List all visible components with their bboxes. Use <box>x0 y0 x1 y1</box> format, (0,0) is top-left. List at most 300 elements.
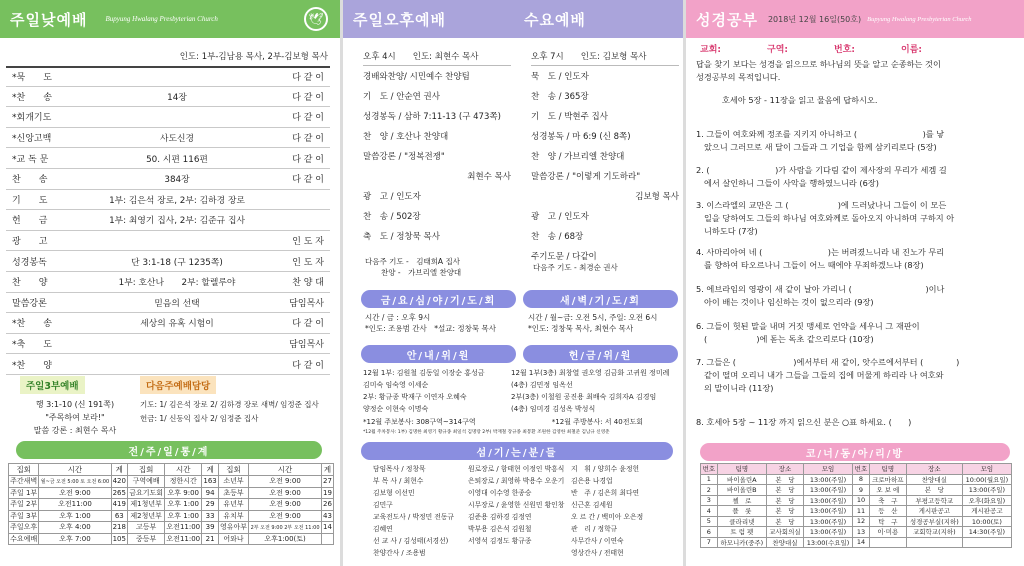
club-cell: 3 <box>701 495 718 506</box>
friday-prayer-line: *인도: 조용범 간사 *설교: 정창묵 목사 <box>365 324 497 333</box>
club-cell: 8 <box>853 474 870 485</box>
servant-line: 서영석 김정도 황규종 <box>468 537 532 545</box>
usher-line: 양정순 이현숙 이명숙 <box>363 405 429 413</box>
next-week-duty-box <box>140 376 335 426</box>
question-line: 4. 사마리아여 네 ( )는 버려졌느니라 내 진노가 무리 <box>696 247 945 257</box>
next-week-duty-line: 헌금: 1/ 신동익 집사 2/ 임정준 집사 <box>140 414 259 423</box>
club-cell: 트 럼 펫 <box>717 527 766 538</box>
club-cell: 크로마하프 <box>869 474 906 485</box>
servant-line: 은퇴장로 / 최영하 박용수 오운기 <box>468 477 565 485</box>
stat-cell: 영유아부 <box>220 523 248 532</box>
order-item-label: 말씀강론 <box>12 298 47 309</box>
stat-cell: 오전 9:00 <box>39 487 111 499</box>
stat-cell: 419 <box>112 500 126 509</box>
order-line: 말씀강론 / "정복전쟁" <box>363 152 445 162</box>
kitchen-duty: *12월 주방봉사: 서 40전도회 <box>551 418 643 426</box>
question-line: 에서 살인하니 그들이 사악을 행하였느니라 (6장) <box>704 178 879 188</box>
answer-form <box>700 42 922 55</box>
afternoon-next-line: 다음주 기도 - 김태희A 집사 <box>365 257 460 266</box>
question-item <box>696 246 1016 272</box>
order-item-leader: 담임목사 <box>289 340 324 351</box>
order-item-detail: 1부: 최영기 집사, 2부: 김준규 집사 <box>109 216 245 227</box>
afternoon-wednesday-header <box>343 0 683 38</box>
worship-order-row <box>6 190 330 211</box>
club-cell: 게시판공고 <box>962 506 1011 517</box>
club-row <box>701 485 1012 496</box>
club-cell: 플 룻 <box>717 506 766 517</box>
stat-cell: 오전 9:00 <box>249 476 322 488</box>
worship-order-row <box>6 272 330 293</box>
servant-line: 이영대 이수영 한종승 <box>468 489 532 497</box>
stat-row <box>9 510 334 522</box>
servant-line: 영상간사 / 전태현 <box>571 549 624 557</box>
order-item-detail: 단 3:1-18 (구 1235쪽) <box>131 257 223 268</box>
club-cell: 교회학교(지하) <box>906 527 962 538</box>
afternoon-worship-title: 주일오후예배 <box>353 10 446 29</box>
club-cell: 11 <box>853 506 870 517</box>
order-line: 말씀강론 / "이렇게 기도하라" <box>531 172 641 182</box>
order-item-leader: 다 같 이 <box>292 175 324 186</box>
order-item-label: 찬 송 <box>12 175 48 186</box>
club-header: 팀명 <box>869 464 906 475</box>
question-line: ( )에 돋는 독초 같으리로다 (10장) <box>704 334 874 344</box>
club-cell: 1 <box>701 474 718 485</box>
order-line: 최현수 목사 <box>467 172 511 182</box>
dawn-prayer-info <box>528 312 657 334</box>
servant-line: 담임목사 / 정창묵 <box>373 465 426 473</box>
order-item-label: *찬 송 <box>12 92 52 103</box>
order-item-leader: 다 같 이 <box>292 154 324 165</box>
stat-cell: 163 <box>203 477 217 486</box>
usher-line: 김미숙 임숙영 이세순 <box>363 381 429 389</box>
question-line: 5. 에브라임의 영광이 새 같이 날아 가리니 ( )이나 <box>696 284 945 294</box>
offering-line: 2부(3층) 이철원 공진용 최배숙 김희자A 김경임 <box>511 393 657 401</box>
stat-cell: 주일 2부 <box>10 500 38 509</box>
club-cell: 오 보 에 <box>869 485 906 496</box>
order-item-detail: 세상의 유혹 시험이 <box>140 319 214 330</box>
stat-cell: 오전 9:00 <box>249 487 322 499</box>
order-item-detail: 14장 <box>167 92 187 103</box>
club-cell: 10:00(월요일) <box>962 474 1011 485</box>
stat-cell: 초등부 <box>218 487 248 499</box>
order-item-leader: 다 같 이 <box>292 134 324 145</box>
stat-cell: 420 <box>112 477 126 486</box>
servant-line: 선 교 사 / 김성태(서경선) <box>373 537 449 545</box>
dawn-prayer-line: 시간 / 월~금: 오전 5시, 주일: 오전 6시 <box>528 313 658 322</box>
order-item-detail: 384장 <box>164 175 190 186</box>
club-cell: 하모니카(중주) <box>717 537 766 548</box>
wednesday-next-week: 다음주 기도 - 최경순 권사 <box>533 263 618 272</box>
order-line: 기 도 / 박현주 집사 <box>531 112 608 122</box>
offering-line: (4층) 임미경 김성옥 박성식 <box>511 405 596 413</box>
order-item-label: *찬 양 <box>12 360 52 371</box>
worship-order-row <box>6 169 330 190</box>
stat-header: 계 <box>202 464 219 476</box>
stat-header: 집회 <box>9 464 39 476</box>
order-item-detail: 믿음의 선택 <box>154 298 200 309</box>
servant-line: 김보형 이선민 <box>373 489 415 497</box>
club-cell: 본 당 <box>906 485 962 496</box>
club-cell: 7 <box>701 537 718 548</box>
order-item-label: *신앙고백 <box>12 134 52 145</box>
servant-line: 신근혼 김세원 <box>571 501 613 509</box>
order-line: 오후 4시 인도: 최현수 목사 <box>363 46 511 66</box>
stat-cell: 유년부 <box>218 499 248 511</box>
stat-row <box>9 476 334 488</box>
usher-line: 12월 1부: 김원철 김동일 이장순 홍성금 <box>363 369 485 377</box>
bible-study-column <box>686 0 1024 566</box>
club-cell: 13 <box>853 527 870 538</box>
servant-line: 김은용 나경업 <box>571 477 613 485</box>
stat-cell: 오전 9:00 <box>249 510 322 522</box>
question-line: 의 말이니라 (11장) <box>704 383 774 393</box>
order-line: 성경봉독 / 삼하 7:11-13 (구 473쪽) <box>363 112 501 122</box>
offering-line: 12월 1부(3층) 최창열 권오영 김금화 고귀원 정미례 <box>511 369 670 377</box>
order-item-label: 성경봉독 <box>12 257 47 268</box>
club-header: 모임 <box>962 464 1011 475</box>
club-cell: 13:00(주일) <box>803 485 852 496</box>
third-service-line: 말씀 강론 : 최현수 목사 <box>33 426 117 435</box>
offering-line: (4층) 김민정 임옥선 <box>511 381 573 389</box>
next-week-duty-title: 다음주예배담당 <box>140 376 216 394</box>
order-line: 묵 도 / 인도자 <box>531 72 589 82</box>
stat-cell: 정한시간 <box>165 476 202 488</box>
club-cell: 13:00(주일) <box>803 516 852 527</box>
stat-cell: 유치부 <box>218 510 248 522</box>
servant-line: 원로장로 / 함태현 이정인 박흥식 <box>468 465 565 473</box>
wednesday-order-list <box>531 46 679 266</box>
worship-order-row <box>6 128 330 149</box>
club-cell <box>906 537 962 548</box>
stat-cell: 오후 4:00 <box>39 522 111 534</box>
question-line: 7. 그들은 ( )에서부터 새 같이, 앗수르에서부터 ( ) <box>696 357 960 367</box>
club-row <box>701 474 1012 485</box>
parking-duty-note: *12월 주차봉사: 1부) 김명한 최영기 황규종 최일석 김명랑 2부) 박재철 장규종 최봉환 조원한 김영한 최철준 김남규 신영춘 <box>363 430 610 435</box>
stat-cell: 주간새벽 <box>10 477 38 486</box>
order-line: 찬 송 / 502장 <box>363 212 421 222</box>
club-cell: 본 당 <box>766 485 803 496</box>
stat-row <box>9 533 334 545</box>
stat-cell: 63 <box>111 510 128 522</box>
stat-cell: 105 <box>112 534 126 543</box>
question-8: 8. 호세아 5장 ~ 11장 까지 읽으신 분은 ○표 하세요. ( ) <box>696 417 912 427</box>
music-staff-list <box>571 463 681 559</box>
order-item-label: 기 도 <box>12 195 48 206</box>
question-line: 같이 떨며 오리니 내가 그들을 그들의 집에 머물게 하리라 나 여호와 <box>704 370 944 380</box>
club-cell: 탁 구 <box>869 516 906 527</box>
third-service-line: "주목하여 보라!" <box>45 413 105 422</box>
servant-line: 부 목 사 / 최현수 <box>373 477 424 485</box>
elders-list <box>468 463 578 547</box>
club-cell: 13:00(주일) <box>803 474 852 485</box>
offering-committee-list <box>511 367 683 415</box>
stat-cell: 고등부 <box>128 522 165 534</box>
stat-cell: 21 <box>202 533 219 545</box>
question-line: 2. ( )가 사람을 기다림 같이 제사장의 무리가 세겜 길 <box>696 165 947 175</box>
order-line: 찬 송 / 365장 <box>531 92 589 102</box>
club-cell: 이·미용 <box>869 527 906 538</box>
stat-cell: 94 <box>202 487 219 499</box>
form-church-label: 교회: <box>700 45 721 55</box>
club-cell: 본 당 <box>766 506 803 517</box>
order-item-leader: 다 같 이 <box>292 319 324 330</box>
club-cell: 12 <box>853 516 870 527</box>
worship-order-row <box>6 107 330 128</box>
stat-cell: 39 <box>202 522 219 534</box>
usher-line: 2부: 황규종 박재구 이연자 오혜숙 <box>363 393 467 401</box>
club-header: 장소 <box>766 464 803 475</box>
order-item-label: *축 도 <box>12 340 52 351</box>
bulletin-date: 2018년 12월 16일(50호) <box>767 14 862 24</box>
stat-cell: 오후 1:00 <box>165 499 202 511</box>
order-item-leader: 인 도 자 <box>292 237 324 248</box>
order-item-label: 헌 금 <box>12 216 48 227</box>
stat-cell: 오전11:00 <box>166 534 201 543</box>
sunday-worship-title: 주일낮예배 <box>10 10 88 29</box>
servant-line: 지 휘 / 양희수 윤정헌 <box>571 465 640 473</box>
order-item-label: 찬 양 <box>12 278 48 289</box>
dawn-prayer-title: 새/벽/기/도/회 <box>523 290 678 308</box>
stat-cell: 오후 9:00 <box>165 487 202 499</box>
stat-cell: 주일오후 <box>10 523 38 532</box>
stat-cell: 265 <box>112 488 126 497</box>
servant-line: 김준용 김하경 김정연 <box>468 513 532 521</box>
order-line: 주기도문 / 다같이 <box>531 252 597 262</box>
dawn-prayer-line: *인도: 정창묵 목사, 최현수 목사 <box>528 324 634 333</box>
offering-committee-title: 헌/금/위/원 <box>523 345 678 363</box>
servant-line: 김혜연 <box>373 525 393 533</box>
order-line: 김보형 목사 <box>635 192 679 202</box>
stat-cell: 오후 1:00 <box>165 510 202 522</box>
club-cell: 오후(화요일) <box>962 495 1011 506</box>
worship-order-row <box>6 293 330 314</box>
worship-order-row <box>6 210 330 231</box>
club-cell <box>869 537 906 548</box>
club-cell: 바이올린B <box>717 485 766 496</box>
study-instruction: 호세아 5장 - 11장을 읽고 물음에 답하시오. <box>722 95 878 105</box>
statistics-title: 전/주/일/통/계 <box>16 441 322 459</box>
stat-cell: 19 <box>322 488 332 497</box>
order-line: 축 도 / 정창묵 목사 <box>363 232 440 242</box>
club-cell: 14:30(주일) <box>962 527 1011 538</box>
order-line: 경배와찬양/ 시민예수 찬양팀 <box>363 72 470 82</box>
club-cell: 10:00(토) <box>962 516 1011 527</box>
stat-header: 시간 <box>165 464 202 476</box>
question-item <box>696 128 1016 154</box>
club-cell: 4 <box>701 506 718 517</box>
order-item-leader: 담임목사 <box>289 298 324 309</box>
club-cell: 축 구 <box>869 495 906 506</box>
stat-cell: 수요예배 <box>10 534 38 543</box>
order-line: 찬 송 / 68장 <box>531 232 584 242</box>
friday-prayer-title: 금/요/심/야/기/도/회 <box>361 290 516 308</box>
club-header: 팀명 <box>717 464 766 475</box>
stat-cell: 주일 1부 <box>10 488 38 497</box>
stat-row <box>9 522 334 534</box>
stat-cell: 14 <box>322 523 332 532</box>
club-cell: 9 <box>853 485 870 496</box>
worship-order-row <box>6 354 330 375</box>
stat-cell: 오전11:00 <box>39 499 111 511</box>
club-cell: 2 <box>701 485 718 496</box>
stat-row <box>9 487 334 499</box>
order-item-label: *교 독 문 <box>12 154 49 165</box>
question-item <box>696 199 1016 238</box>
bible-study-header <box>686 0 1024 38</box>
club-header: 모임 <box>803 464 852 475</box>
club-cell: 13:00(주일) <box>803 527 852 538</box>
form-name-label: 이름: <box>901 45 922 55</box>
club-cell: 13:00(주일) <box>803 506 852 517</box>
order-item-label: *찬 송 <box>12 319 52 330</box>
servant-line: 사무간사 / 이연숙 <box>571 537 624 545</box>
next-week-duty-line: 기도: 1/ 김은석 장로 2/ 김하경 장로 새벽/ 임정준 집사 <box>140 400 319 409</box>
club-row <box>701 506 1012 517</box>
club-cell: 10 <box>853 495 870 506</box>
servant-line: 찬양간사 / 조용범 <box>373 549 426 557</box>
third-service-line: 행 3:1-10 (신 191쪽) <box>35 400 115 409</box>
question-item <box>696 283 1016 309</box>
order-line: 오후 7시 인도: 김보형 목사 <box>531 46 679 66</box>
servant-line: 교육전도사 / 박정민 전동규 <box>373 513 454 521</box>
club-room-table <box>700 463 1012 548</box>
stat-cell: 중등부 <box>128 533 165 545</box>
club-cell: 부평고등학교 <box>906 495 962 506</box>
question-line: 1. 그들이 여호와께 정조를 지키지 아니하고 ( )를 낳 <box>696 129 945 139</box>
order-item-detail: 사도신경 <box>160 134 194 145</box>
club-cell: 찬양대실 <box>906 474 962 485</box>
third-service-box <box>20 376 130 444</box>
servant-line: 관 리 / 정학규 <box>571 525 618 533</box>
question-line: 았으니 그러므로 새 달이 그들과 그 기업을 함께 삼키리로다 (5장) <box>704 142 937 152</box>
order-item-leader: 다 같 이 <box>292 113 324 124</box>
worship-order-row <box>6 231 330 252</box>
friday-prayer-line: 시간 / 금 : 오후 9시 <box>365 313 431 322</box>
club-row <box>701 527 1012 538</box>
club-cell: 본 당 <box>766 495 803 506</box>
order-item-detail: 50. 시편 116편 <box>146 154 208 165</box>
afternoon-wednesday-column <box>343 0 683 566</box>
worship-order-row <box>6 148 330 169</box>
servant-line: 박부용 김은석 김원철 <box>468 525 532 533</box>
study-intro-line: 답을 찾기 보다는 성경을 읽으므로 하나님의 뜻을 알고 순종하는 것이 <box>696 59 941 69</box>
worship-order-row <box>6 87 330 108</box>
form-district-label: 구역: <box>767 45 788 55</box>
bulletin-duty: *12월 주보봉사: 308구역~314구역 <box>363 418 476 426</box>
worship-order-row <box>6 313 330 334</box>
service-duty-info <box>363 416 683 428</box>
club-cell: 5 <box>701 516 718 527</box>
stat-header: 계 <box>111 464 128 476</box>
stat-cell <box>321 533 333 545</box>
club-cell: 바이올린A <box>717 474 766 485</box>
order-item-leader: 다 같 이 <box>292 73 324 84</box>
stat-cell: 오후1:00(토) <box>249 533 322 545</box>
order-item-label: 광 고 <box>12 237 48 248</box>
servants-title: 섬/기/는/분/들 <box>361 442 673 460</box>
question-line: 3. 이스라엘의 교만은 그 ( )에 드러났나니 그들이 이 모든 <box>696 200 947 210</box>
servant-line: 시무장로 / 윤영한 신원민 황인창 <box>468 501 565 509</box>
stat-cell: 제1청년부 <box>128 499 165 511</box>
club-cell: 본 당 <box>766 474 803 485</box>
stat-cell: 오후 7:00 <box>39 533 111 545</box>
stat-cell: 금요기도회 <box>129 488 164 497</box>
usher-committee-title: 안/내/위/원 <box>361 345 516 363</box>
order-line: 광 고 / 인도자 <box>363 192 421 202</box>
club-row <box>701 495 1012 506</box>
church-name-col3: Bupyung Hwalang Presbyterian Church <box>867 15 972 23</box>
order-line: 찬 양 / 호산나 찬양대 <box>363 132 449 142</box>
question-line: 일을 당하여도 그들의 하나님 여호와께로 돌아오지 아니하며 구하지 아 <box>704 213 955 223</box>
question-line: 6. 그들이 헛된 말을 내며 거짓 맹세로 언약을 세우니 그 재판이 <box>696 321 920 331</box>
study-intro-line: 성경공부의 목적입니다. <box>696 72 781 82</box>
club-cell: 13:00(수요일) <box>803 537 852 548</box>
order-item-leader: 다 같 이 <box>292 360 324 371</box>
servant-line: 반 주 / 김은희 최다연 <box>571 489 640 497</box>
stat-cell: 구역예배 <box>128 476 165 488</box>
attendance-statistics-table <box>8 463 334 545</box>
afternoon-next-week <box>365 256 461 278</box>
stat-header: 계 <box>321 464 333 476</box>
order-item-leader: 인 도 자 <box>292 257 324 268</box>
dove-icon: 🕊 <box>304 7 328 31</box>
club-cell: 본 당 <box>766 516 803 527</box>
club-cell: 첼 로 <box>717 495 766 506</box>
question-line: 아이 배는 것이나 임신하는 것이 없으리라 (9장) <box>704 297 874 307</box>
sunday-worship-column <box>0 0 340 566</box>
club-cell: 교사회의실 <box>766 527 803 538</box>
stat-cell: 제2청년부 <box>128 510 165 522</box>
usher-committee-list <box>363 367 518 415</box>
stat-cell: 2부 오전 9:00 2부 오전 11:00 <box>249 522 322 534</box>
pastoral-staff-list <box>373 463 473 559</box>
afternoon-order-list <box>363 46 511 246</box>
stat-cell: 오후 1:00 <box>39 510 111 522</box>
club-cell: 성경공부실(지하) <box>906 516 962 527</box>
club-row <box>701 537 1012 548</box>
club-row <box>701 516 1012 527</box>
stat-header: 시간 <box>39 464 111 476</box>
club-cell: 게시판공고 <box>906 506 962 517</box>
question-line: 니하도다 (7장) <box>704 226 758 236</box>
worship-order-row <box>6 251 330 272</box>
friday-prayer-info <box>365 312 496 334</box>
club-cell: 13:00(주일) <box>803 495 852 506</box>
stat-row <box>9 499 334 511</box>
servant-line: 오 르 간 / 백미아 오은정 <box>571 513 644 521</box>
stat-cell: 주일 3부 <box>10 511 38 520</box>
third-service-title: 주일3부예배 <box>20 376 85 394</box>
order-item-leader: 찬 양 대 <box>292 278 324 289</box>
question-item <box>696 320 1016 346</box>
wednesday-worship-title: 수요예배 <box>523 10 586 29</box>
study-intro <box>696 58 1016 84</box>
stat-cell: 26 <box>322 500 332 509</box>
question-line: 를 향하여 타오르나니 그들이 어느 때에야 무죄하겠느냐 (8장) <box>704 260 924 270</box>
club-header: 장소 <box>906 464 962 475</box>
stat-cell: 218 <box>112 523 126 532</box>
stat-cell: 월~금 오전 5:00 토 오전 6:00 <box>39 476 111 488</box>
afternoon-next-line: 찬양 - 가브리엘 찬양대 <box>381 268 462 277</box>
club-cell: 13:00(주일) <box>962 485 1011 496</box>
club-cell <box>962 537 1011 548</box>
question-item <box>696 164 1016 190</box>
sunday-worship-header <box>0 0 340 38</box>
club-header: 번호 <box>701 464 718 475</box>
church-name: Bupyung Hwalang Presbyterian Church <box>105 15 218 23</box>
stat-header: 시간 <box>249 464 322 476</box>
stat-cell: 소년부 <box>218 476 248 488</box>
